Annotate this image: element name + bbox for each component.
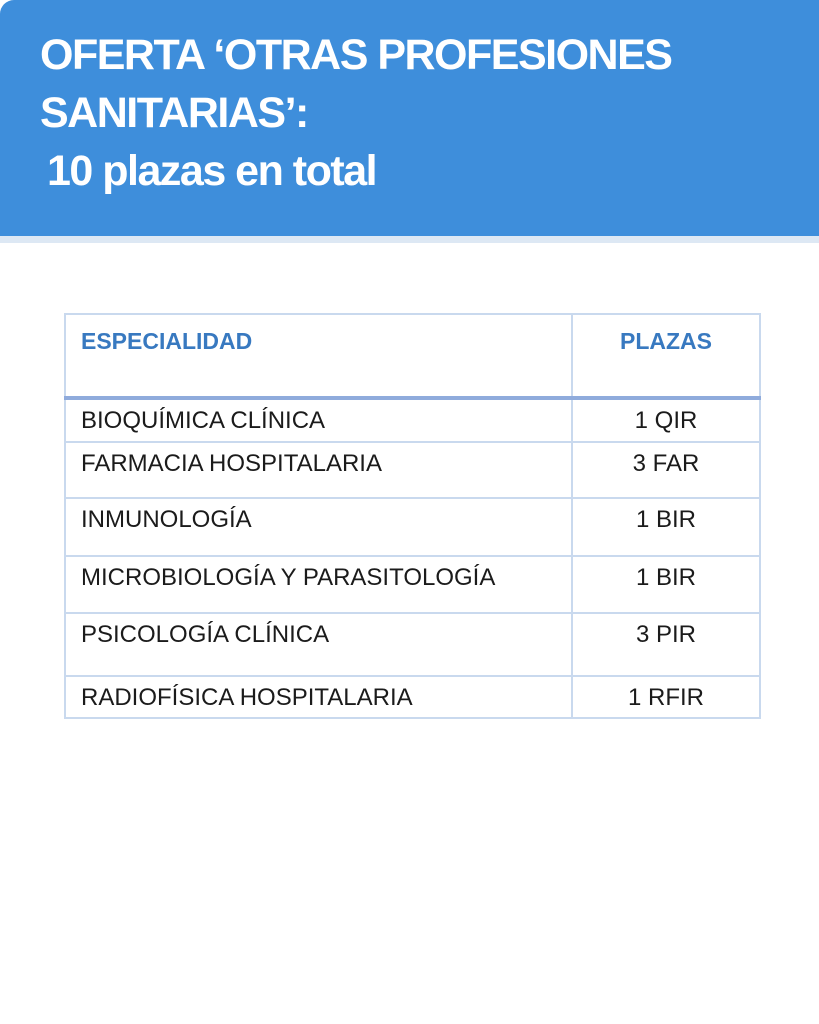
cell-especialidad: MICROBIOLOGÍA Y PARASITOLOGÍA [65,556,572,613]
table-row [65,613,760,676]
table-section [64,313,819,719]
plazas-table-header [65,314,760,398]
table-row [65,556,760,613]
column-header-plazas: PLAZAS [572,314,760,398]
cell-plazas: 1 QIR [572,398,760,442]
plazas-table-body [65,398,760,718]
table-row [65,498,760,556]
cell-plazas: 3 PIR [572,613,760,676]
cell-especialidad: PSICOLOGÍA CLÍNICA [65,613,572,676]
page-title-line-3: 10 plazas en total [47,147,377,195]
page-title-line-1: OFERTA ‘OTRAS PROFESIONES [40,31,672,79]
plazas-table [64,313,761,719]
column-header-especialidad: ESPECIALIDAD [65,314,572,398]
cell-especialidad: BIOQUÍMICA CLÍNICA [65,398,572,442]
header-banner [0,0,819,236]
cell-plazas: 1 RFIR [572,676,760,718]
cell-plazas: 3 FAR [572,442,760,498]
cell-especialidad: RADIOFÍSICA HOSPITALARIA [65,676,572,718]
table-row [65,676,760,718]
table-row [65,398,760,442]
page-title [40,26,819,200]
cell-especialidad: FARMACIA HOSPITALARIA [65,442,572,498]
cell-plazas: 1 BIR [572,556,760,613]
page-title-line-2: SANITARIAS’: [40,89,308,137]
cell-plazas: 1 BIR [572,498,760,556]
cell-especialidad: INMUNOLOGÍA [65,498,572,556]
banner-underline [0,236,819,243]
header-row [65,314,760,398]
table-row [65,442,760,498]
